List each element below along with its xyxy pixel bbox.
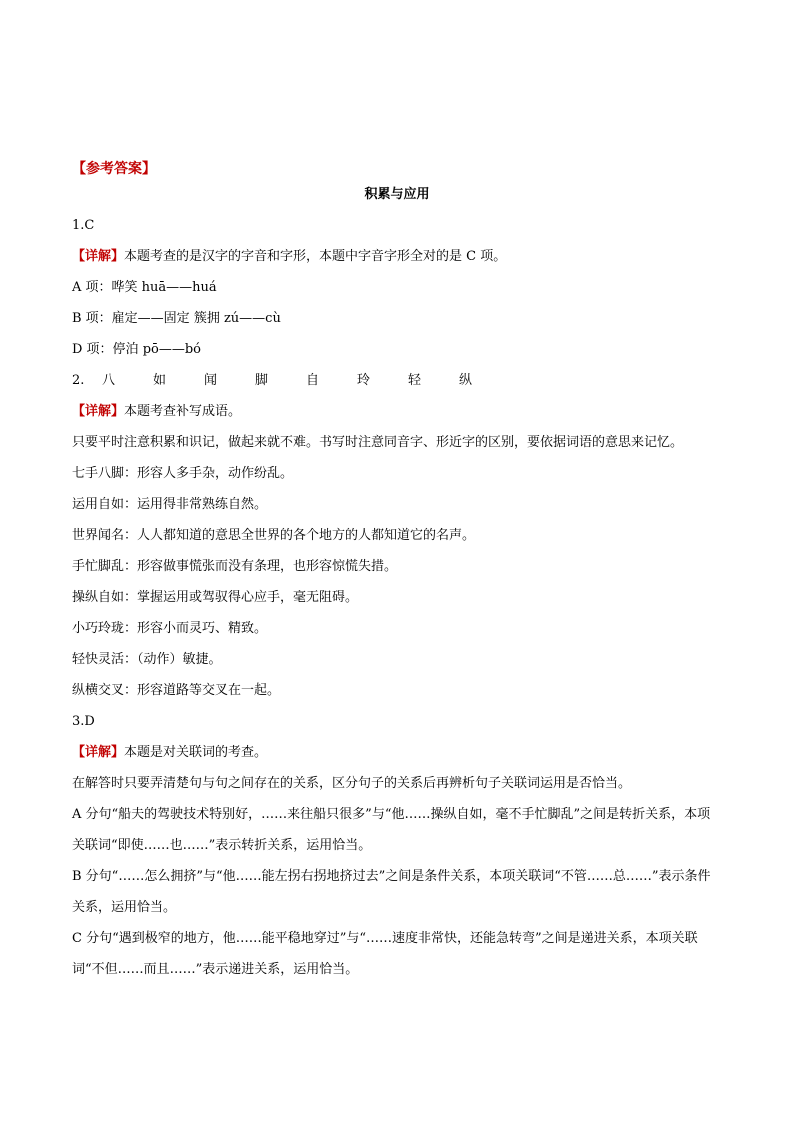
- answer-char: 自: [306, 373, 320, 388]
- idiom-line: 纵横交叉：形容道路等交叉在一起。: [72, 683, 281, 698]
- q1-detail: [72, 241, 722, 272]
- idiom-line: 轻快灵活：（动作）敏捷。: [72, 652, 222, 667]
- section-title: 积累与应用: [364, 187, 430, 202]
- q3-answer: 3.D: [72, 714, 95, 729]
- answer-char: 闻: [204, 373, 218, 388]
- answer-char: 八: [102, 373, 116, 388]
- q3-option-a: A 分句“船夫的驾驶技术特别好，……来往船只很多”与“他……操纵自如，毫不手忙脚乱”之间是转折关系，本项关联词“即使……也……”表示转折关系，运用恰当。: [72, 807, 711, 853]
- q2-answers: [72, 365, 722, 396]
- q3-option-b: B 分句“……怎么拥挤”与“他……能左拐右拐地挤过去”之间是条件关系，本项关联词“不管……总……”表示条件关系，运用恰当。: [72, 869, 711, 915]
- idiom-line: 世界闻名：人人都知道的意思全世界的各个地方的人都知道它的名声。: [72, 528, 476, 543]
- answer-char: 玲: [357, 373, 371, 388]
- q1-line-d: D 项：停泊 pō——bó: [72, 342, 201, 357]
- q2-number: 2.: [72, 373, 85, 388]
- detail-tag: 【详解】: [72, 249, 125, 264]
- q3-paragraph: 在解答时只要弄清楚句与句之间存在的关系，区分句子的关系后再辨析句子关联词运用是否恰当。: [72, 776, 632, 791]
- q1-line-b: B 项：雇定——固定 簇拥 zú——cù: [72, 311, 281, 326]
- detail-text: 本题考查补写成语。: [124, 404, 242, 419]
- reference-answer-header: 【参考答案】: [72, 161, 156, 177]
- detail-text: 本题考查的是汉字的字音和字形，本题中字音字形全对的是 C 项。: [124, 249, 507, 264]
- answer-char: 纵: [459, 373, 473, 388]
- answer-document: [72, 158, 722, 985]
- idiom-line: 手忙脚乱：形容做事慌张而没有条理，也形容惊慌失措。: [72, 559, 398, 574]
- detail-text: 本题是对关联词的考查。: [124, 745, 268, 760]
- detail-tag: 【详解】: [72, 745, 125, 760]
- answer-char: 脚: [255, 373, 269, 388]
- q2-paragraph: 只要平时注意积累和识记，做起来就不难。书写时注意同音字、形近字的区别，要依据词语的意思来记忆。: [72, 435, 684, 450]
- idiom-line: 小巧玲珑：形容小而灵巧、精致。: [72, 621, 268, 636]
- detail-tag: 【详解】: [72, 404, 125, 419]
- q3-option-c: C 分句“遇到极窄的地方，他……能平稳地穿过”与“……速度非常快，还能急转弯”之间是递进关系，本项关联词“不但……而且……”表示递进关系，运用恰当。: [72, 931, 698, 977]
- q3-detail: [72, 737, 722, 768]
- idiom-line: 运用自如：运用得非常熟练自然。: [72, 497, 268, 512]
- answer-char: 轻: [408, 373, 422, 388]
- q2-detail: [72, 396, 722, 427]
- idiom-line: 七手八脚：形容人多手杂，动作纷乱。: [72, 466, 294, 481]
- answer-char: 如: [153, 373, 167, 388]
- q1-line-a: A 项：哗笑 huā——huá: [72, 280, 217, 295]
- q1-answer: 1.C: [72, 218, 95, 233]
- idiom-line: 操纵自如：掌握运用或驾驭得心应手，毫无阻碍。: [72, 590, 359, 605]
